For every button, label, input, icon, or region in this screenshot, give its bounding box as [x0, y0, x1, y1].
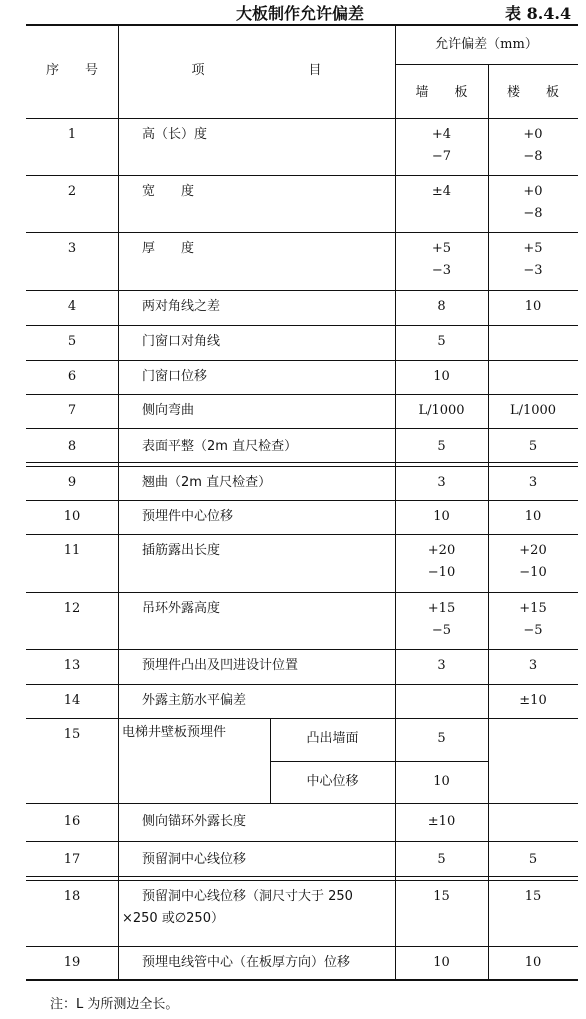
row-number: 15 [63, 727, 81, 742]
floor-value: +0 [523, 127, 543, 142]
row-number: 11 [63, 543, 81, 558]
row-rule [26, 592, 578, 593]
row-item: 吊环外露高度 [142, 601, 221, 616]
row-number: 2 [67, 184, 77, 199]
header-bottom-rule [26, 118, 578, 119]
row-item: 两对角线之差 [142, 299, 221, 314]
floor-value: −10 [519, 565, 547, 580]
row-number: 3 [67, 241, 77, 256]
sub-wall-value: 10 [433, 774, 450, 789]
table-number: 表 8.4.4 [505, 4, 572, 23]
wall-value: 10 [433, 509, 450, 524]
header-subrule [395, 64, 578, 65]
floor-value: −3 [523, 263, 543, 278]
row-number: 9 [67, 475, 77, 490]
row-item: 侧向锚环外露长度 [142, 814, 247, 829]
row-double-rule [26, 876, 578, 877]
table-top-border [26, 24, 578, 26]
row-item: 外露主筋水平偏差 [142, 693, 247, 708]
sub-wall-value: 5 [437, 731, 446, 746]
title-row [0, 0, 586, 22]
sub-label: 凸出墙面 [306, 731, 359, 746]
floor-value: 5 [528, 439, 538, 454]
wall-value: −10 [427, 565, 456, 580]
floor-value: −8 [523, 149, 543, 164]
wall-value: +15 [427, 601, 456, 616]
floor-value: 3 [528, 658, 538, 673]
row-item: 预留洞中心线位移（洞尺寸大于 250 [142, 889, 353, 904]
row-number: 4 [67, 299, 77, 314]
wall-value: 8 [437, 299, 446, 314]
row-item: 门窗口位移 [142, 369, 208, 384]
row-rule [26, 290, 578, 291]
floor-value: +15 [519, 601, 547, 616]
row-rule [26, 718, 578, 719]
row-number: 7 [67, 403, 77, 418]
row-number: 1 [67, 127, 77, 142]
row-rule [26, 360, 578, 361]
row-rule [26, 175, 578, 176]
wall-value: 10 [433, 369, 450, 384]
wall-value: −7 [431, 149, 452, 164]
row-number: 19 [63, 955, 81, 970]
row-rule [26, 946, 578, 947]
row-rule [26, 649, 578, 650]
row-item: 预埋电线管中心（在板厚方向）位移 [142, 955, 351, 970]
wall-value: ±4 [431, 184, 452, 199]
table-note: 注：L 为所测边全长。 [50, 997, 179, 1012]
row-item: 预埋件中心位移 [142, 509, 234, 524]
row-number: 14 [63, 693, 81, 708]
row-item: 宽 度 [142, 184, 195, 199]
wall-value: 5 [437, 852, 446, 867]
floor-value: 3 [528, 475, 538, 490]
wall-value: 3 [437, 658, 446, 673]
row-number: 8 [67, 439, 77, 454]
row-number: 6 [67, 369, 77, 384]
tolerance-table [26, 24, 578, 980]
wall-value: ±10 [427, 814, 456, 829]
floor-value: L/1000 [509, 403, 557, 418]
row-number: 16 [63, 814, 81, 829]
row-rule [26, 500, 578, 501]
sub-rule [270, 761, 488, 762]
floor-value: 10 [524, 509, 542, 524]
wall-value: 3 [437, 475, 446, 490]
row-item: 厚 度 [142, 241, 195, 256]
row-number: 5 [67, 334, 77, 349]
row-number: 17 [63, 852, 81, 867]
wall-value: 5 [437, 439, 446, 454]
header-item: 项 目 [191, 63, 322, 78]
wall-value: L/1000 [418, 403, 465, 418]
floor-value: −8 [523, 206, 543, 221]
floor-value: +0 [523, 184, 543, 199]
floor-value: 15 [524, 889, 542, 904]
wall-value: +5 [431, 241, 452, 256]
header-seq: 序 号 [45, 63, 98, 78]
wall-value: 15 [433, 889, 450, 904]
row-rule [26, 534, 578, 535]
row-rule [26, 684, 578, 685]
row-rule [26, 232, 578, 233]
wall-value: +4 [431, 127, 452, 142]
wall-value: 5 [437, 334, 446, 349]
header-floor: 楼 板 [506, 85, 559, 100]
col-divider-no [118, 24, 119, 980]
row-rule [26, 428, 578, 429]
row-item: 侧向弯曲 [142, 403, 195, 418]
floor-value: 10 [524, 955, 542, 970]
row-rule [26, 803, 578, 804]
row-number: 12 [63, 601, 81, 616]
row-item: 预埋件凸出及凹进设计位置 [142, 658, 299, 673]
row-item: 表面平整（2m 直尺检查） [142, 439, 298, 454]
row-rule [26, 466, 578, 467]
row-rule [26, 880, 578, 881]
wall-value: −5 [431, 623, 452, 638]
floor-value: ±10 [519, 693, 547, 708]
row-item: 门窗口对角线 [142, 334, 221, 349]
row-item: 高（长）度 [142, 127, 208, 142]
row-item: 翘曲（2m 直尺检查） [142, 475, 272, 490]
row-rule [26, 841, 578, 842]
floor-value: 10 [524, 299, 542, 314]
floor-value: +20 [519, 543, 547, 558]
row-item: 电梯井壁板预埋件 [122, 725, 227, 740]
row-number: 10 [63, 509, 81, 524]
row-item: 预留洞中心线位移 [142, 852, 247, 867]
table-title: 大板制作允许偏差 [236, 4, 365, 23]
row-number: 13 [63, 658, 81, 673]
table-bottom-border [26, 979, 578, 981]
wall-value: −3 [431, 263, 452, 278]
header-wall: 墙 板 [415, 85, 468, 100]
row-number: 18 [63, 889, 81, 904]
floor-value: 5 [528, 852, 538, 867]
row-rule [26, 394, 578, 395]
wall-value: +20 [427, 543, 456, 558]
header-tolerance: 允许偏差（mm） [435, 37, 538, 52]
floor-value: +5 [523, 241, 543, 256]
floor-value: −5 [523, 623, 543, 638]
wall-value: 10 [433, 955, 450, 970]
row-double-rule [26, 462, 578, 463]
row-item: 插筋露出长度 [142, 543, 221, 558]
sub-label: 中心位移 [306, 774, 359, 789]
row-rule [26, 325, 578, 326]
row-item: ×250 或∅250） [122, 911, 224, 926]
